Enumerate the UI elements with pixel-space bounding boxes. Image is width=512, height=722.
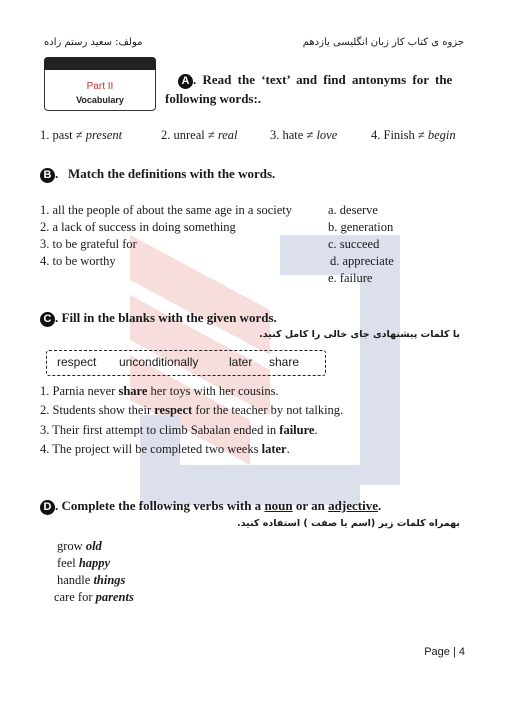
option-d: d. appreciate [330,254,394,268]
antonym-item-3: 3. hate ≠ love [270,128,338,142]
page-number: Page | 4 [424,646,465,658]
section-c-instruction: C . Fill in the blanks with the given words. [40,310,277,327]
collocation-2: feel happy [57,556,111,570]
section-b-badge: B [40,168,55,183]
option-b: b. generation [328,220,394,234]
section-b-instruction: B . Match the definitions with the words. [40,166,275,183]
collocation-1: grow old [57,539,102,553]
definition-4: 4. to be worthy [40,254,116,268]
header-book-title: جزوه ی کتاب کار زبان انگلیسی یازدهم [302,37,464,48]
fill-sentence-2: 2. Students show their respect for the teacher by not talking. [40,403,344,417]
section-a-line1: . Read the ‘text’ and find antonyms for the [193,72,453,87]
option-a: a. deserve [328,203,378,217]
antonym-item-4: 4. Finish ≠ begin [371,128,456,142]
option-c: c. succeed [328,237,380,251]
section-a-badge: A [178,74,193,89]
fill-sentence-4: 4. The project will be completed two weeks later. [40,442,290,456]
definition-1: 1. all the people of about the same age in a society [40,203,292,217]
section-c-badge: C [40,312,55,327]
section-a-line2: following words:. [165,91,262,106]
option-e: e. failure [328,271,373,285]
section-d-badge: D [40,500,55,515]
part-subtitle: Vocabulary [76,95,124,105]
part-title: Part II [86,81,114,92]
definition-2: 2. a lack of success in doing something [40,220,236,234]
word-bank-box [46,350,326,376]
word-bank-item: respect [57,355,97,369]
part-label-band [44,57,156,70]
fill-sentence-3: 3. Their first attempt to climb Sabalan ended in failure. [40,423,318,437]
section-d-persian-instruction: بهمراه کلمات زیر (اسم یا صفت ) استفاده کنید. [237,518,460,529]
part-label-box [44,57,156,111]
antonym-item-1: 1. past ≠ present [40,128,123,142]
antonym-item-2: 2. unreal ≠ real [161,128,238,142]
section-a-instruction [178,72,452,89]
collocation-3: handle things [57,573,126,587]
section-d-instruction: D . Complete the following verbs with a noun or an adjective. [40,498,381,515]
fill-sentence-1: 1. Parnia never share her toys with her cousins. [40,384,279,398]
collocation-4: care for parents [54,590,134,604]
word-bank-item: share [269,355,300,369]
word-bank-item: later [229,355,253,369]
header-author: مولف: سعید رستم زاده [44,37,143,48]
definition-3: 3. to be grateful for [40,237,137,251]
word-bank-item: unconditionally [119,355,199,369]
section-c-persian-instruction: با کلمات پیشنهادی جای خالی را کامل کنید. [259,329,460,340]
